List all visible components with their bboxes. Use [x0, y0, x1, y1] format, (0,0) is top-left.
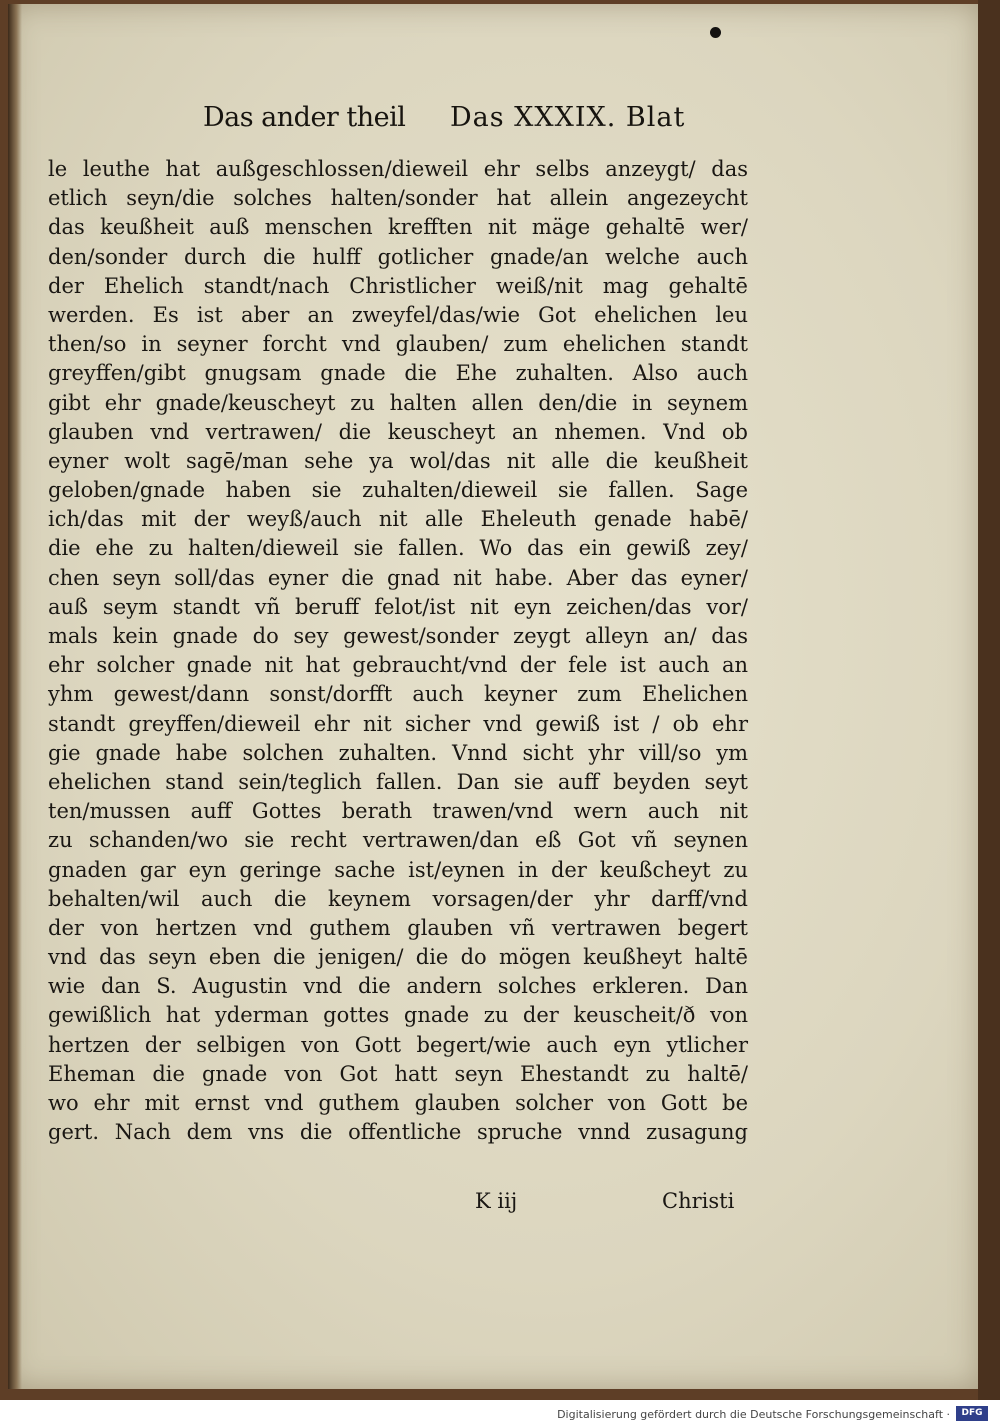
text-line: etlich seyn/die solches halten/sonder hat allein angezeycht — [48, 186, 748, 211]
text-line: der Ehelich standt/nach Christlicher weiß/nit mag gehaltē — [48, 273, 748, 298]
text-line: geloben/gnade haben sie zuhalten/dieweil sie fallen. Sage — [48, 478, 748, 503]
text-line: chen seyn soll/das eyner die gnad nit habe. Aber das eyner/ — [48, 565, 748, 590]
text-line: wie dan S. Augustin vnd die andern solches erkleren. Dan — [48, 974, 748, 999]
text-line: gibt ehr gnade/keuscheyt zu halten allen den/die in seynem — [48, 390, 748, 415]
body-text — [48, 155, 748, 1147]
text-line: der von hertzen vnd guthem glauben vñ vertrawen begert — [48, 915, 748, 940]
text-line: glauben vnd vertrawen/ die keuscheyt an nhemen. Vnd ob — [48, 419, 748, 444]
catchword: Christi — [662, 1189, 735, 1213]
text-line: greyffen/gibt gnugsam gnade die Ehe zuhalten. Also auch — [48, 361, 748, 386]
text-line: werden. Es ist aber an zweyfel/das/wie Got ehelichen leu — [48, 302, 748, 327]
dfg-logo: DFG — [956, 1406, 988, 1421]
header-right: Das XXXIX. Blat — [450, 102, 686, 133]
ink-dot-mark — [710, 27, 721, 38]
text-line: then/so in seyner forcht vnd glauben/ zum ehelichen standt — [48, 332, 748, 357]
text-line: gie gnade habe solchen zuhalten. Vnnd sicht yhr vill/so ym — [48, 740, 748, 765]
text-line: gert. Nach dem vns die offentliche spruche vnnd zusagung — [48, 1120, 748, 1145]
header-left: Das ander theil — [203, 102, 406, 133]
text-line: eyner wolt sagē/man sehe ya wol/das nit alle die keußheit — [48, 448, 748, 473]
text-line: behalten/wil auch die keynem vorsagen/der yhr darff/vnd — [48, 886, 748, 911]
text-line: mals kein gnade do sey gewest/sonder zeygt alleyn an/ das — [48, 624, 748, 648]
text-line: hertzen der selbigen von Gott begert/wie auch eyn ytlicher — [48, 1032, 748, 1057]
digitization-credit — [0, 1404, 1000, 1424]
text-line: vnd das seyn eben die jenigen/ die do mögen keußheyt haltē — [48, 945, 748, 970]
page-footer — [0, 1189, 1000, 1219]
text-line: das keußheit auß menschen krefften nit mäge gehaltē wer/ — [48, 215, 748, 240]
text-line: ehr solcher gnade nit hat gebraucht/vnd der fele ist auch an — [48, 653, 748, 678]
text-line: zu schanden/wo sie recht vertrawen/dan eß Got vñ seynen — [48, 828, 748, 853]
text-line: ten/mussen auff Gottes berath trawen/vnd wern auch nit — [48, 799, 748, 824]
text-line: le leuthe hat außgeschlossen/dieweil ehr selbs anzeygt/ das — [48, 157, 748, 181]
text-line: die ehe zu halten/dieweil sie fallen. Wo das ein gewiß zey/ — [48, 536, 748, 561]
text-line: ehelichen stand sein/teglich fallen. Dan sie auff beyden seyt — [48, 769, 748, 794]
page-gutter — [8, 4, 22, 1389]
text-line: ich/das mit der weyß/auch nit alle Eheleuth genade habē/ — [48, 507, 748, 532]
running-header — [0, 100, 1000, 140]
signature-mark: K iij — [475, 1189, 518, 1213]
credit-text: Digitalisierung gefördert durch die Deutsche Forschungsgemeinschaft · — [557, 1408, 950, 1421]
text-line: standt greyffen/dieweil ehr nit sicher vnd gewiß ist / ob ehr — [48, 711, 748, 736]
text-line: wo ehr mit ernst vnd guthem glauben solcher von Gott be — [48, 1091, 748, 1115]
text-line: auß seym standt vñ beruff felot/ist nit eyn zeichen/das vor/ — [48, 594, 748, 619]
text-line: yhm gewest/dann sonst/dorfft auch keyner zum Ehelichen — [48, 682, 748, 707]
text-line: Eheman die gnade von Got hatt seyn Ehestandt zu haltē/ — [48, 1061, 748, 1086]
text-line: den/sonder durch die hulff gotlicher gnade/an welche auch — [48, 244, 748, 269]
text-line: gewißlich hat yderman gottes gnade zu der keuscheit/ð von — [48, 1003, 748, 1028]
text-line: gnaden gar eyn geringe sache ist/eynen in der keußcheyt zu — [48, 857, 748, 882]
